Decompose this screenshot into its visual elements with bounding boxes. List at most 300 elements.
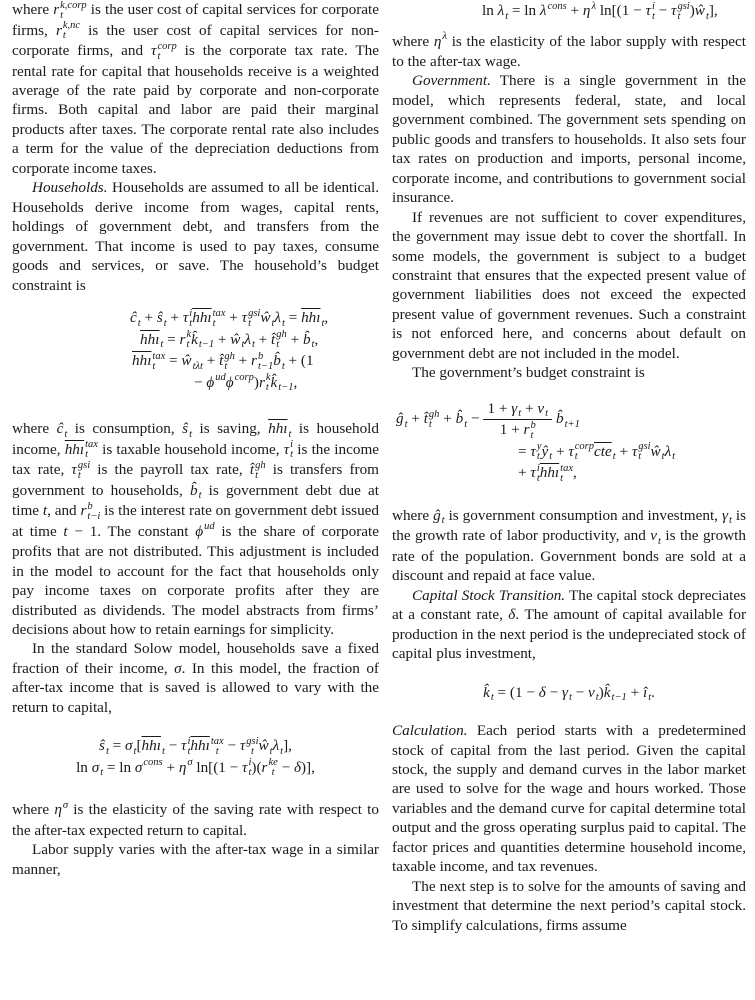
math-subscript: t — [105, 745, 109, 757]
math-symbol — [244, 330, 255, 351]
equation-saving — [12, 735, 379, 778]
math-subscript: t — [189, 428, 193, 440]
math-subscript: t — [574, 451, 578, 463]
math-subscript: t — [186, 339, 190, 351]
math-subscript: t−1 — [257, 360, 274, 372]
math-symbol — [156, 308, 167, 329]
math-base: ϕ — [206, 373, 215, 391]
paragraph-solow: In the standard Solow model, households save a fixed fraction of their income, σ. In this model, the fraction of after-tax income that is saved is allowed to vary with the return to capital, — [12, 640, 379, 716]
math-symbol — [219, 350, 235, 372]
math-subscript: t — [281, 360, 285, 372]
math-symbol — [192, 307, 226, 329]
math-base: τ — [530, 442, 536, 460]
math-symbol — [181, 352, 203, 372]
math-scripts — [565, 410, 580, 430]
math-scripts — [547, 2, 566, 22]
math-symbol — [54, 801, 68, 818]
math-subscript: t−1 — [611, 692, 627, 704]
math-scripts — [87, 502, 100, 522]
math-subscript: t — [77, 469, 81, 481]
equation-line: = τ y t ŷ t + τ corp t $\overline{cte}$ t + τ gsi t ŵ t λ t — [518, 441, 676, 463]
math-superscript: gh — [428, 409, 440, 420]
math-symbol — [423, 409, 440, 430]
math-symbol — [179, 759, 193, 776]
math-superscript: gsi — [248, 307, 261, 319]
math-symbol — [283, 439, 294, 461]
math-superscript: i — [536, 462, 540, 474]
math-scripts — [64, 420, 67, 440]
math-scripts — [199, 330, 214, 350]
math-scripts — [322, 309, 325, 329]
math-symbol — [43, 502, 47, 519]
left-column — [12, 0, 379, 879]
math-base: ĉ — [56, 420, 64, 438]
math-base: r — [53, 1, 60, 18]
math-superscript: i — [290, 439, 294, 451]
math-base: λ — [272, 737, 280, 755]
math-subscript: t — [62, 30, 66, 42]
math-subscript: t — [728, 515, 732, 527]
math-subscript — [442, 42, 447, 52]
math-subscript: t — [248, 767, 252, 779]
math-subscript: t — [157, 50, 161, 62]
math-base: ŵ — [230, 330, 241, 348]
math-subscript: t — [269, 745, 273, 757]
math-base: τ — [151, 42, 157, 60]
equation-line: ln σ t = ln σ cons + η σ ln[(1 − τ i t )(r ke t − δ)], — [76, 757, 315, 779]
math-symbol — [64, 439, 98, 461]
math-subscript: t — [215, 745, 219, 757]
math-symbol — [56, 420, 68, 440]
math-symbol — [239, 735, 259, 757]
math-scripts — [591, 2, 596, 22]
math-subscript: tλt — [192, 360, 203, 372]
math-subscript: t — [648, 692, 652, 704]
math-superscript: i — [248, 757, 252, 769]
math-symbol — [664, 442, 676, 463]
math-base: η — [582, 2, 591, 19]
math-superscript: corp — [234, 372, 254, 384]
paragraph-labor-elasticity: where η λ is the elasticity of the labor supply with respect to the after-tax wage. — [392, 31, 746, 71]
math-base: γ — [511, 399, 518, 417]
math-scripts — [157, 42, 176, 62]
math-superscript: k — [186, 329, 192, 341]
math-base: ŵ — [694, 2, 705, 19]
math-subscript: t−i — [87, 510, 101, 522]
math-subscript: t — [518, 408, 522, 420]
math-symbol — [642, 683, 652, 704]
math-symbol — [71, 459, 91, 481]
math-subscript: t — [281, 317, 285, 329]
math-scripts — [63, 801, 68, 821]
math-superscript — [322, 309, 325, 319]
math-subscript: t — [250, 745, 254, 757]
math-subscript: t — [530, 429, 534, 441]
math-base: λ — [539, 2, 547, 19]
math-subscript: t — [545, 408, 549, 420]
math-superscript: tax — [210, 735, 224, 747]
math-base: ŝ — [99, 737, 105, 755]
math-superscript: y — [536, 441, 542, 453]
math-scripts — [545, 399, 548, 419]
math-scripts — [235, 373, 254, 393]
math-base: σ — [174, 659, 182, 677]
math-scripts — [134, 737, 137, 757]
fraction — [483, 399, 552, 441]
math-subscript: t — [255, 469, 258, 481]
math-base: $\overline{cte}$ — [594, 442, 612, 460]
math-scripts — [596, 683, 599, 703]
math-subscript: t — [198, 490, 202, 502]
math-base: ν — [537, 399, 545, 417]
math-base: ϕ — [195, 522, 204, 540]
math-base: ŵ — [650, 442, 661, 460]
math-base: τ — [71, 461, 77, 479]
math-symbol — [508, 606, 515, 623]
math-base: $\overline{hhı}$ — [141, 737, 161, 755]
math-base: τ — [239, 737, 246, 755]
math-superscript: λ — [442, 31, 447, 43]
math-scripts — [215, 373, 226, 393]
math-base: t — [63, 522, 68, 540]
math-base: r — [80, 502, 87, 520]
equation-line: − ϕ ud ϕ corp )r k t k̂ t−1 , — [194, 372, 298, 394]
math-symbol — [274, 308, 285, 329]
math-base: k̂ — [483, 683, 490, 701]
math-subscript: t — [60, 9, 64, 21]
math-base: δ — [293, 758, 301, 776]
math-superscript — [164, 309, 167, 319]
math-subscript: t — [505, 10, 509, 22]
math-base: t̂ — [219, 352, 224, 370]
math-base: τ — [283, 440, 290, 458]
math-subscript: t — [187, 745, 191, 757]
math-subscript: t — [212, 317, 216, 329]
math-symbol — [258, 372, 271, 394]
math-symbol — [135, 759, 163, 776]
math-superscript: i — [189, 307, 193, 319]
math-superscript: gh — [276, 329, 287, 341]
math-superscript: ud — [215, 372, 226, 384]
math-base: τ — [241, 308, 248, 326]
math-base: τ — [181, 737, 187, 755]
math-scripts — [612, 683, 627, 703]
math-symbol — [272, 737, 284, 757]
math-symbol — [242, 757, 252, 779]
math-subscript: t — [100, 767, 104, 779]
math-subscript — [204, 532, 215, 542]
math-symbol — [583, 2, 596, 19]
math-superscript: gsi — [246, 735, 259, 747]
math-base: k̂ — [603, 683, 611, 701]
math-subscript: t — [288, 428, 292, 440]
math-base: t̂ — [249, 461, 255, 479]
math-base: $\overline{hhı}$ — [132, 352, 152, 370]
math-subscript: t — [321, 317, 325, 329]
math-scripts — [312, 330, 315, 350]
math-superscript: cons — [143, 757, 163, 769]
math-base: η — [433, 32, 442, 50]
math-superscript: k,corp — [60, 0, 87, 11]
math-base: b̂ — [302, 330, 311, 348]
math-scripts — [152, 352, 165, 372]
paragraph-government: Government. There is a single government in the model, which represents federal, state, and local government combined. The government sets spending on public goods and transfers to households. It also sets four tax rates on production and imports, personal income, corporate income, and contributions to government social insurance. — [392, 72, 746, 207]
paragraph-capital-stock: Capital Stock Transition. The capital stock depreciates at a constant rate, δ. The amount of capital available for production in the next period is the undepreciated stock of capital plus investment, — [392, 586, 747, 663]
math-base: î — [642, 683, 648, 701]
math-symbol — [523, 419, 536, 441]
math-symbol — [151, 40, 177, 62]
math-subscript: t — [441, 515, 445, 527]
math-scripts — [162, 737, 165, 757]
math-base: τ — [568, 442, 574, 460]
math-scripts — [569, 683, 572, 703]
math-scripts — [248, 758, 251, 778]
math-symbol — [190, 735, 224, 757]
math-base: ŝ — [182, 420, 189, 438]
math-symbol — [226, 374, 254, 391]
math-scripts — [106, 737, 109, 757]
math-subscript: t — [705, 10, 709, 22]
math-symbol — [294, 759, 301, 776]
math-superscript: b — [530, 419, 536, 431]
math-base: k̂ — [191, 330, 198, 348]
math-symbol — [130, 308, 141, 329]
math-symbol — [53, 0, 87, 21]
math-symbol — [433, 506, 445, 527]
math-symbol — [261, 757, 278, 779]
math-base: $\overline{hhı}$ — [268, 420, 288, 438]
math-subscript: t — [163, 317, 167, 329]
math-base: b̂ — [455, 410, 464, 428]
math-scripts — [677, 2, 689, 22]
math-scripts — [193, 352, 203, 372]
math-scripts — [143, 758, 162, 778]
math-scripts — [187, 758, 192, 778]
math-subscript: t — [549, 451, 553, 463]
equation-line: ln λ t = ln λ cons + η λ ln[(1 − τ i t − τ gsi t )ŵ t ], — [482, 0, 718, 22]
math-base: δ — [538, 683, 546, 701]
math-base: ŵ — [260, 308, 271, 326]
math-subscript: t — [137, 317, 141, 329]
math-symbol — [530, 441, 542, 463]
math-scripts — [464, 410, 467, 430]
math-scripts — [518, 399, 521, 419]
math-symbol — [179, 329, 192, 351]
math-symbol — [140, 330, 164, 351]
math-base: r — [55, 21, 62, 39]
paragraph-user-cost: where r k,corp t is the user cost of capital services for corporate firms, r k,nc t is the user cost of capital services for non-corporate firms, and τ corp t is the corporate tax rate. The rental rate for capital that households receive is a weighted average of the rate paid by corporate and non-corporate firms. Both capital and labor are paid their marginal products after taxes. The corporate rental rate also includes a term for the value of the depreciation deductions from corporate income taxes. — [12, 0, 379, 177]
math-scripts — [280, 737, 283, 757]
math-subscript: t — [133, 745, 137, 757]
math-superscript: k,nc — [62, 20, 81, 32]
math-symbol — [195, 523, 214, 540]
math-subscript: t−1 — [198, 339, 215, 351]
math-superscript: i — [187, 735, 191, 747]
math-symbol — [191, 330, 215, 351]
math-subscript: t — [161, 745, 165, 757]
math-symbol — [537, 399, 549, 420]
math-scripts — [575, 442, 594, 462]
math-scripts — [204, 522, 215, 542]
math-symbol — [125, 737, 137, 757]
math-base: r — [179, 330, 186, 348]
italic-run-in-heading: Government. — [412, 72, 491, 90]
math-scripts — [268, 758, 277, 778]
math-subscript: t — [224, 360, 228, 372]
math-scripts — [100, 758, 103, 778]
math-scripts — [248, 309, 260, 329]
math-symbol — [63, 523, 67, 540]
math-base: λ — [244, 330, 251, 348]
math-subscript: t — [241, 339, 245, 351]
math-base: η — [178, 758, 187, 776]
math-symbol — [539, 684, 546, 701]
math-subscript: t — [248, 317, 251, 329]
math-base: b̂ — [273, 352, 281, 370]
math-superscript: b — [87, 500, 93, 512]
math-symbol — [650, 527, 661, 547]
math-base: ϕ — [225, 373, 234, 391]
math-base: δ — [508, 606, 516, 624]
math-symbol — [260, 308, 275, 329]
math-subscript: t — [152, 360, 156, 372]
equation-government-budget — [392, 399, 746, 484]
math-subscript: t — [595, 692, 599, 704]
paragraph-households: Households. Households are assumed to all be identical. Households derive income from wages, capital rents, holdings of government debt, and transfers from the government. That income is used to pay taxes, consume goods and services, or save. The household’s budget constraint is — [12, 179, 379, 294]
paragraph-budget-constraint-intro: The government’s budget constraint is — [412, 364, 645, 382]
math-symbol — [455, 410, 468, 430]
math-scripts — [729, 506, 732, 526]
math-scripts — [652, 2, 655, 22]
math-symbol — [271, 329, 287, 351]
math-subscript — [547, 12, 566, 22]
math-subscript: t — [85, 449, 89, 461]
math-subscript: t — [560, 472, 564, 484]
math-subscript: t — [428, 419, 432, 430]
math-base: $\overline{hhı}$ — [192, 308, 212, 326]
math-scripts — [672, 442, 675, 462]
math-subscript: t — [160, 339, 164, 351]
math-scripts — [530, 421, 535, 441]
math-base: σ — [125, 737, 133, 755]
math-superscript: i — [651, 0, 655, 12]
math-symbol — [721, 506, 732, 527]
math-base: ν — [588, 683, 595, 701]
math-scripts — [549, 442, 552, 462]
math-base: σ — [91, 758, 100, 776]
math-base: λ — [274, 308, 281, 326]
math-base: λ — [497, 2, 505, 19]
paragraph-government-debt: If revenues are not sufficient to cover expenditures, the government may issue debt to cover the shortfall. In some models, the government is subject to a budget constraint that ensures that the expected present value of government liabilities does not exceed the expected present value of government revenues. Such a constraint is not enforced here, and concerns about default on government debt are not included in the model. — [392, 208, 746, 362]
math-subscript: t — [490, 692, 494, 704]
paragraph-household-definitions: where ĉ t is consumption, ŝ t is saving, $\overline{hhı}$ t is household income, $\overline{hhı}$ tax t is taxable household income, τ i t is the income tax rate, τ gsi t is the payroll tax rate, t̂ gh t is transfers from government to households, b̂ t is government debt due at time t, and r b t−i is the interest rate on government debt issued at time t − 1. The constant ϕ ud is the share of corporate profits that are not distributed. This adjustment is included in the model to account for the fact that households only pay income taxes on corporate profits after they are distributed as dividends. The model abstracts from firms’ decisions about how to retain earnings for simplicity. — [12, 420, 380, 638]
math-scripts — [405, 410, 408, 430]
math-subscript: t — [64, 428, 68, 440]
right-column — [392, 0, 746, 935]
math-symbol — [434, 33, 447, 50]
math-superscript: gsi — [638, 441, 651, 453]
math-superscript: k — [265, 372, 271, 384]
math-scripts — [278, 373, 293, 393]
math-scripts — [613, 442, 616, 462]
math-subscript: t — [536, 472, 540, 484]
math-base: r — [258, 373, 265, 391]
math-scripts — [255, 461, 266, 481]
math-subscript — [143, 768, 162, 778]
math-superscript: gsi — [77, 459, 91, 471]
math-subscript: t+1 — [564, 419, 580, 430]
math-superscript: cons — [547, 0, 567, 12]
paragraph-next-step: The next step is to solve for the amounts of saving and investment that determine the next period’s capital stock. To simplify calculations, firms assume — [392, 877, 746, 934]
math-scripts — [252, 330, 255, 350]
math-symbol — [249, 459, 266, 481]
math-subscript: t — [251, 339, 255, 351]
math-scripts — [560, 464, 573, 484]
paragraph-labor-supply: Labor supply varies with the after-tax wage in a similar manner, — [12, 841, 379, 878]
math-symbol — [396, 410, 408, 430]
equation-labor-supply — [392, 0, 746, 22]
math-base: τ — [530, 464, 536, 482]
math-base: ŝ — [156, 308, 163, 326]
math-superscript: gh — [224, 350, 235, 362]
math-superscript: ke — [268, 757, 278, 769]
math-symbol — [270, 373, 294, 394]
math-superscript: tax — [560, 462, 573, 474]
math-base: t̂ — [423, 410, 428, 428]
math-scripts — [213, 309, 226, 329]
math-symbol — [174, 660, 182, 677]
math-scripts — [638, 442, 650, 462]
math-subscript: t — [638, 451, 642, 463]
math-base: τ — [182, 308, 189, 326]
math-symbol — [206, 374, 225, 391]
math-base: $\overline{hhı}$ — [539, 464, 560, 482]
math-subscript: t — [464, 419, 468, 430]
equation-line: k̂ t = (1 − δ − γ t − ν t )k̂ t−1 + î t . — [483, 683, 655, 704]
math-scripts — [63, 21, 80, 41]
math-subscript: t — [280, 745, 284, 757]
math-superscript: b — [257, 350, 264, 362]
math-symbol — [181, 735, 191, 757]
math-symbol — [561, 683, 572, 704]
equation-capital-transition — [392, 682, 746, 704]
math-superscript: tax — [85, 439, 98, 451]
math-superscript: gh — [255, 459, 266, 471]
math-subscript: t — [568, 692, 572, 704]
math-scripts — [78, 461, 90, 481]
math-subscript: t — [612, 451, 616, 463]
math-scripts — [160, 330, 163, 350]
math-symbol — [671, 0, 690, 22]
math-scripts — [289, 420, 292, 440]
math-base: k̂ — [270, 373, 278, 391]
paragraph-saving-elasticity: where η σ is the elasticity of the saving rate with respect to the after-tax expected return to capital. — [12, 799, 379, 839]
italic-run-in-heading: Capital Stock Transition. — [412, 586, 566, 604]
math-symbol — [230, 330, 245, 351]
math-base: r — [251, 352, 257, 370]
math-subscript: t — [271, 317, 275, 329]
math-symbol — [541, 442, 553, 463]
math-symbol — [273, 352, 285, 372]
math-scripts — [258, 352, 273, 372]
math-symbol — [302, 330, 315, 351]
math-scripts — [505, 2, 508, 22]
paragraph-government-definitions: where ĝ t is government consumption and investment, γ t is the growth rate of labor productivity, and ν t is the growth rate of the population. Government bonds are sold at a discount and repaid at face value. — [392, 506, 746, 585]
math-symbol — [268, 420, 292, 440]
math-base: $\overline{hhı}$ — [140, 330, 160, 348]
math-subscript: t−1 — [278, 382, 294, 394]
math-base: b̂ — [556, 410, 564, 428]
